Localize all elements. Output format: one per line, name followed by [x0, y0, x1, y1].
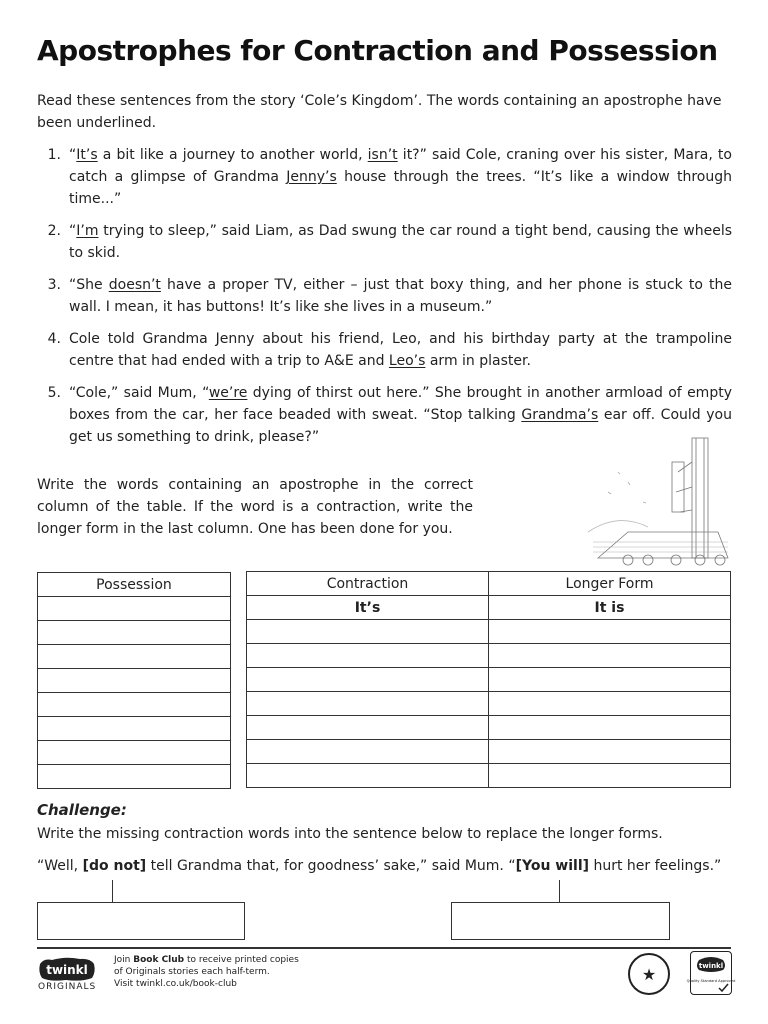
star-icon: ★ — [628, 953, 670, 995]
longer-form-cell[interactable] — [489, 716, 731, 740]
instructions-text: Write the words containing an apostrophe in the correct column of the table. If the word is a contraction, write the longer form in the last column. One has been done for you. — [37, 477, 473, 537]
contraction-cell[interactable] — [247, 692, 489, 716]
sentence-item — [37, 144, 732, 210]
sentence-number: 1. — [47, 147, 61, 163]
underlined-word: Grandma’s — [521, 407, 599, 423]
trampoline-illustration — [588, 432, 732, 568]
intro-text: Read these sentences from the story ‘Cole’s Kingdom’. The words containing an apostrophe have been underlined. — [37, 93, 722, 131]
contraction-cell[interactable] — [247, 716, 489, 740]
sentence-fragment: it?” said Cole, craning over his sister, Mara, to catch a glimpse of Grandma — [69, 147, 732, 185]
challenge-sentence — [37, 855, 732, 877]
contraction-cell[interactable] — [247, 620, 489, 644]
possession-header: Possession — [38, 573, 231, 597]
underlined-word: we’re — [208, 385, 248, 401]
page-title: Apostrophes for Contraction and Possession — [37, 34, 718, 67]
sentence-fragment: dying of thirst out here.” She brought in another armload of empty boxes from the car, her face beaded with sweat. “Stop talking — [69, 385, 732, 423]
longer-form-cell[interactable] — [489, 644, 731, 668]
sentence-text — [69, 220, 732, 264]
footer-divider — [37, 947, 731, 949]
underlined-word: I’m — [76, 223, 99, 239]
possession-cell[interactable] — [38, 741, 231, 765]
contraction-cell[interactable] — [247, 764, 489, 788]
longer-form-cell[interactable] — [489, 668, 731, 692]
sentence-part: “Well, — [37, 858, 83, 874]
sentence-text — [69, 274, 732, 318]
sentence-fragment: house through the trees. “It’s like a window through time...” — [69, 169, 733, 207]
sentence-text — [69, 144, 732, 210]
sentence-fragment: “ — [69, 223, 77, 239]
footer-line2: of Originals stories each half-term. — [114, 967, 270, 977]
sentence-fragment: Cole told Grandma Jenny about his friend, Leo, and his birthday party at the trampoline centre that had ended with a trip to A&E and — [69, 331, 732, 369]
possession-cell[interactable] — [38, 621, 231, 645]
longer-form-cell[interactable] — [489, 620, 731, 644]
contraction-cell[interactable] — [247, 668, 489, 692]
contraction-cell[interactable] — [247, 644, 489, 668]
longer-form-cell[interactable] — [489, 692, 731, 716]
sentence-number: 2. — [47, 223, 61, 239]
badge-subtext: Quality Standard Approved — [686, 979, 736, 983]
challenge-heading: Challenge: — [37, 801, 127, 819]
sentence-item — [37, 274, 732, 318]
possession-cell[interactable] — [38, 669, 231, 693]
footer-line1-post: to receive printed copies — [184, 955, 299, 965]
challenge-text: Write the missing contraction words into the sentence below to replace the longer forms. — [37, 826, 663, 842]
sentence-number: 3. — [47, 277, 61, 293]
sentence-list — [37, 144, 732, 458]
possession-cell[interactable] — [38, 597, 231, 621]
sentence-fragment: trying to sleep,” said Liam, as Dad swung the car round a tight bend, causing the wheels to skid. — [69, 223, 732, 261]
answer-box-2[interactable] — [451, 902, 670, 940]
longer-form-header: Longer Form — [489, 572, 731, 596]
sentence-item — [37, 328, 732, 372]
bracket-you-will: [You will] — [515, 858, 590, 874]
sentence-fragment: have a proper TV, either – just that boxy thing, and her phone is stuck to the wall. I mean, it has buttons! It’s like she lives in a museum.” — [69, 277, 732, 315]
sentence-fragment: arm in plaster. — [425, 353, 531, 369]
sentence-fragment: “Cole,” said Mum, “ — [69, 385, 209, 401]
underlined-word: It’s — [76, 147, 98, 163]
logo-text: twinkl — [46, 963, 88, 977]
sentence-fragment: a bit like a journey to another world, — [97, 147, 368, 163]
possession-cell[interactable] — [38, 717, 231, 741]
answer-box-1[interactable] — [37, 902, 245, 940]
sentence-item — [37, 220, 732, 264]
book-club-link[interactable]: Book Club — [133, 955, 185, 965]
underlined-word: Leo’s — [388, 353, 426, 369]
sentence-fragment: ear off. Could you get us something to drink, please?” — [69, 407, 732, 445]
possession-table — [37, 572, 231, 789]
possession-cell[interactable] — [38, 693, 231, 717]
example-contraction: It’s — [247, 596, 489, 620]
underlined-word: Jenny’s — [286, 169, 337, 185]
underlined-word: doesn’t — [108, 277, 161, 293]
sentence-fragment: “ — [69, 147, 77, 163]
contraction-table — [246, 571, 731, 788]
sentence-fragment: “She — [69, 277, 109, 293]
longer-form-cell[interactable] — [489, 740, 731, 764]
sentence-text — [69, 328, 732, 372]
badge-text: twinkl — [698, 962, 724, 970]
underlined-word: isn’t — [367, 147, 398, 163]
longer-form-cell[interactable] — [489, 764, 731, 788]
sentence-number: 5. — [47, 385, 61, 401]
contraction-header: Contraction — [247, 572, 489, 596]
bracket-do-not: [do not] — [82, 858, 147, 874]
possession-cell[interactable] — [38, 765, 231, 789]
sentence-part: tell Grandma that, for goodness’ sake,” said Mum. “ — [146, 858, 516, 874]
footer-line3: Visit twinkl.co.uk/book-club — [114, 979, 237, 989]
sentence-part: hurt her feelings.” — [589, 858, 722, 874]
contraction-cell[interactable] — [247, 740, 489, 764]
connector-line — [559, 880, 560, 902]
footer-line1-pre: Join — [114, 955, 134, 965]
possession-cell[interactable] — [38, 645, 231, 669]
logo-subtitle: ORIGINALS — [38, 982, 97, 992]
connector-line — [112, 880, 113, 902]
footer-text — [114, 954, 299, 990]
quality-standard-badge — [686, 951, 736, 995]
example-longer-form: It is — [489, 596, 731, 620]
sentence-number: 4. — [47, 331, 61, 347]
